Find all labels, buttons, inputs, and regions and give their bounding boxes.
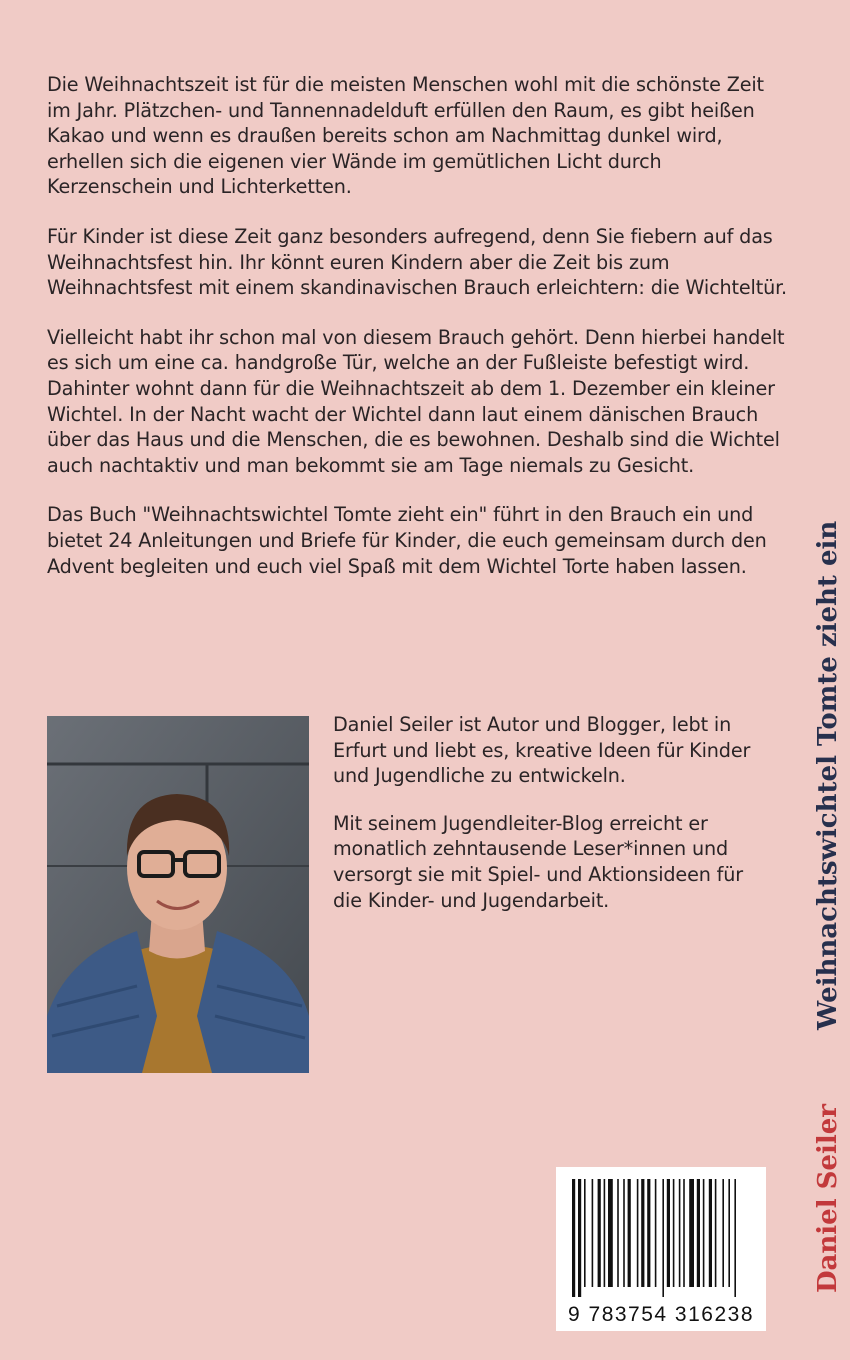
barcode-bar bbox=[637, 1179, 639, 1287]
barcode-bar bbox=[722, 1179, 724, 1287]
barcode-bar bbox=[715, 1179, 717, 1287]
author-bio-paragraph: Mit seinem Jugendleiter-Blog erreicht er monatlich zehntausende Leser*innen und versorgt sie mit Spiel- und Aktionsideen für die Kinder- und Jugendarbeit. bbox=[333, 811, 744, 912]
isbn-barcode bbox=[556, 1167, 766, 1331]
spine-author: Daniel Seiler bbox=[813, 1104, 843, 1293]
barcode-bar bbox=[617, 1179, 619, 1287]
description-paragraph: Vielleicht habt ihr schon mal von diesem Brauch gehört. Denn hierbei handelt es sich um eine ca. handgroße Tür, welche an der Fußleiste befestigt wird. Dahinter wohnt dann für die Weihnachtszeit ab dem 1. Dezember ein kleiner Wichtel. In der Nacht wacht der Wichtel dann laut einem dänischen Brauch über das Haus und die Menschen, die es bewohnen. Deshalb sind die Wichtel auch nachtaktiv und man bekommt sie am Tage niemals zu Gesicht. bbox=[47, 325, 785, 477]
barcode-bar bbox=[647, 1179, 650, 1287]
barcode-bar bbox=[572, 1179, 575, 1297]
barcode-bar bbox=[697, 1179, 700, 1287]
barcode-bar bbox=[584, 1179, 586, 1287]
barcode-bar bbox=[667, 1179, 670, 1287]
description-paragraph: Die Weihnachtszeit ist für die meisten Menschen wohl mit die schönste Zeit im Jahr. Plätzchen- und Tannennadelduft erfüllen den Raum, es gibt heißen Kakao und wenn es draußen bereits schon am Nachmittag dunkel wird, erhellen sich die eigenen vier Wände im gemütlichen Licht durch Kerzenschein und Lichterketten. bbox=[47, 73, 764, 199]
barcode-bar bbox=[598, 1179, 601, 1287]
spine-title: Weihnachtswichtel Tomte zieht ein bbox=[813, 520, 843, 1030]
barcode-bar bbox=[655, 1179, 657, 1287]
barcode-bar bbox=[628, 1179, 631, 1287]
description-paragraph: Das Buch "Weihnachtswichtel Tomte zieht ein" führt in den Brauch ein und bietet 24 Anleitungen und Briefe für Kinder, die euch gemeinsam durch den Advent begleiten und euch viel Spaß mit dem Wichtel Torte haben lassen. bbox=[47, 503, 767, 578]
barcode-bar bbox=[709, 1179, 712, 1287]
description-paragraph: Für Kinder ist diese Zeit ganz besonders aufregend, denn Sie fiebern auf das Weihnachtsfest hin. Ihr könnt euren Kindern aber die Zeit bis zum Weihnachtsfest mit einem skandinavischen Brauch erleichtern: die Wichteltür. bbox=[47, 224, 788, 300]
barcode-bar bbox=[641, 1179, 644, 1287]
author-photo bbox=[47, 716, 309, 1073]
barcode-bar bbox=[728, 1179, 730, 1287]
barcode-bar bbox=[608, 1179, 613, 1287]
barcode-bar bbox=[673, 1179, 675, 1287]
barcode-bar bbox=[592, 1179, 594, 1287]
barcode-bar bbox=[604, 1179, 606, 1287]
barcode-bar bbox=[734, 1179, 736, 1297]
barcode-bar bbox=[578, 1179, 581, 1297]
barcode-bar bbox=[683, 1179, 685, 1287]
barcode-bar bbox=[623, 1179, 625, 1287]
barcode-bar bbox=[662, 1179, 664, 1297]
back-cover-description bbox=[47, 72, 787, 603]
barcode-bar bbox=[679, 1179, 681, 1287]
barcode-bar bbox=[689, 1179, 694, 1287]
barcode-bar bbox=[703, 1179, 705, 1287]
isbn-number: 9 783754 316238 bbox=[568, 1303, 754, 1326]
author-bio-paragraph: Daniel Seiler ist Autor und Blogger, lebt in Erfurt und liebt es, kreative Ideen für Kinder und Jugendliche zu entwickeln. bbox=[333, 713, 751, 788]
author-bio bbox=[333, 712, 763, 935]
